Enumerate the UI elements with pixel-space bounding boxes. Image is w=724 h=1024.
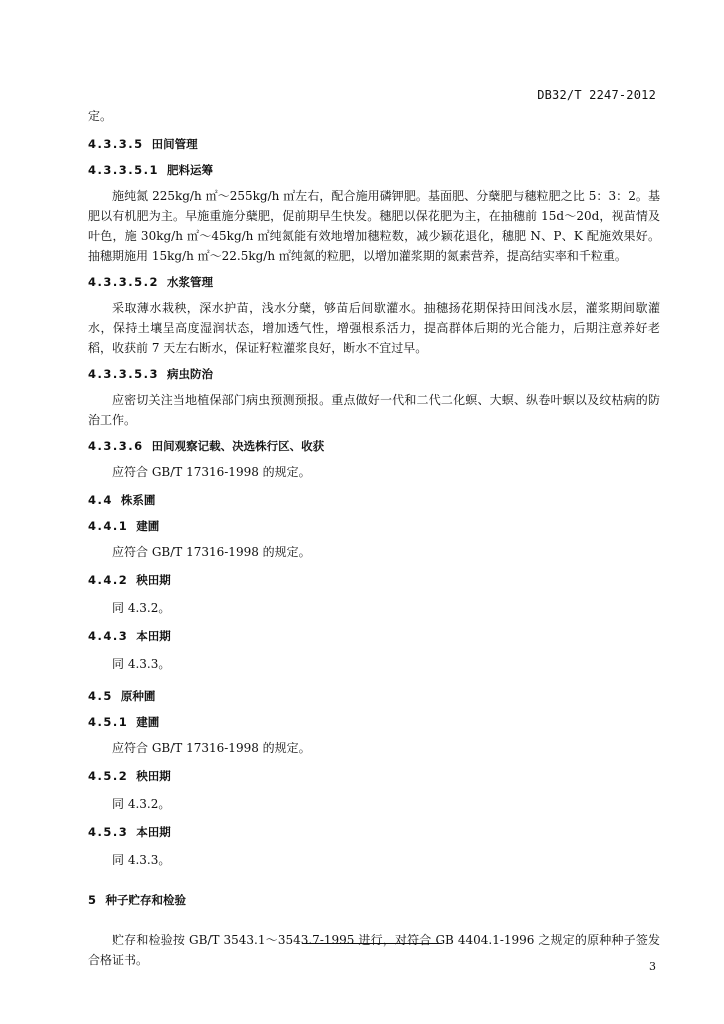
page-number: 3 — [649, 960, 656, 973]
section-number: 4.3.3.5 — [88, 137, 144, 151]
section-title: 田间观察记载、决选株行区、收获 — [151, 439, 325, 453]
section-heading — [88, 364, 660, 384]
section-title: 建圃 — [136, 519, 160, 533]
section-heading — [88, 134, 660, 154]
chapter-title: 种子贮存和检验 — [105, 893, 187, 907]
section-number: 4.4.2 — [88, 573, 129, 587]
section-title: 秧田期 — [136, 573, 171, 587]
paragraph: 同 4.3.3。 — [112, 657, 171, 671]
section-heading — [88, 516, 660, 536]
section-title: 本田期 — [136, 629, 171, 643]
section-heading — [88, 490, 660, 510]
section-number: 4.4.1 — [88, 519, 129, 533]
chapter-heading — [88, 890, 660, 910]
paragraph: 同 4.3.2。 — [112, 601, 171, 615]
paragraph: 应符合 GB/T 17316-1998 的规定。 — [112, 545, 311, 559]
paragraph: 同 4.3.2。 — [112, 797, 171, 811]
section-title: 建圃 — [136, 715, 160, 729]
section-heading — [88, 436, 660, 456]
section-heading — [88, 822, 660, 842]
paragraph: 应符合 GB/T 17316-1998 的规定。 — [112, 465, 311, 479]
paragraph: 应密切关注当地植保部门病虫预测预报。重点做好一代和二代二化螟、大螟、纵卷叶螟以及纹枯病的防治工作。 — [88, 393, 660, 427]
section-number: 4.3.3.5.3 — [88, 367, 159, 381]
section-number: 4.3.3.6 — [88, 439, 144, 453]
section-title: 株系圃 — [120, 493, 156, 507]
paragraph: 采取薄水栽秧，深水护苗，浅水分蘖，够苗后间歇灌水。抽穗扬花期保持田间浅水层，灌浆期间歇灌水，保持土壤呈高度湿润状态，增加透气性，增强根系活力，提高群体后期的光合能力，后期注意养好老稻，收获前 7 天左右断水，保证籽粒灌浆良好，断水不宜过早。 — [88, 301, 660, 355]
section-number: 4.4 — [88, 493, 113, 507]
section-title: 本田期 — [136, 825, 171, 839]
paragraph: 应符合 GB/T 17316-1998 的规定。 — [112, 741, 311, 755]
paragraph: 施纯氮 225kg/h ㎡～255kg/h ㎡左右，配合施用磷钾肥。基面肥、分蘖肥与穗粒肥之比 5：3：2。基肥以有机肥为主。早施重施分蘖肥，促前期早生快发。穗肥以保花肥为主，在抽穗前 15d～20d，视苗情及叶色，施 30kg/h ㎡～45kg/h ㎡纯氮能有效地增加穗粒数，减少颖花退化，穗肥 N、P、K 配施效果好。抽穗期施用 15kg/h ㎡～22.5kg/h ㎡纯氮的粒肥，以增加灌浆期的氮素营养，提高结实率和千粒重。 — [88, 189, 660, 263]
section-heading — [88, 160, 660, 180]
section-heading — [88, 766, 660, 786]
paragraph: 贮存和检验按 GB/T 3543.1～3543.7-1995 进行，对符合 GB 4404.1-1996 之规定的原种种子签发合格证书。 — [88, 933, 660, 967]
paragraph: 同 4.3.3。 — [112, 853, 171, 867]
section-number: 4.5 — [88, 689, 113, 703]
section-number: 4.5.2 — [88, 769, 129, 783]
section-number: 4.3.3.5.1 — [88, 163, 159, 177]
section-title: 水浆管理 — [166, 275, 213, 289]
section-number: 4.5.1 — [88, 715, 129, 729]
section-title: 原种圃 — [120, 689, 156, 703]
document-body — [88, 106, 660, 970]
paragraph: 定。 — [88, 109, 113, 123]
section-heading — [88, 626, 660, 646]
section-number: 4.5.3 — [88, 825, 129, 839]
footer-rule — [302, 943, 442, 944]
section-heading — [88, 570, 660, 590]
section-heading — [88, 272, 660, 292]
document-code: DB32/T 2247-2012 — [537, 88, 656, 102]
section-title: 秧田期 — [136, 769, 171, 783]
section-heading — [88, 686, 660, 706]
chapter-number: 5 — [88, 893, 98, 907]
section-title: 田间管理 — [151, 137, 198, 151]
section-number: 4.3.3.5.2 — [88, 275, 159, 289]
section-number: 4.4.3 — [88, 629, 129, 643]
section-heading — [88, 712, 660, 732]
section-title: 病虫防治 — [166, 367, 213, 381]
section-title: 肥料运筹 — [166, 163, 213, 177]
